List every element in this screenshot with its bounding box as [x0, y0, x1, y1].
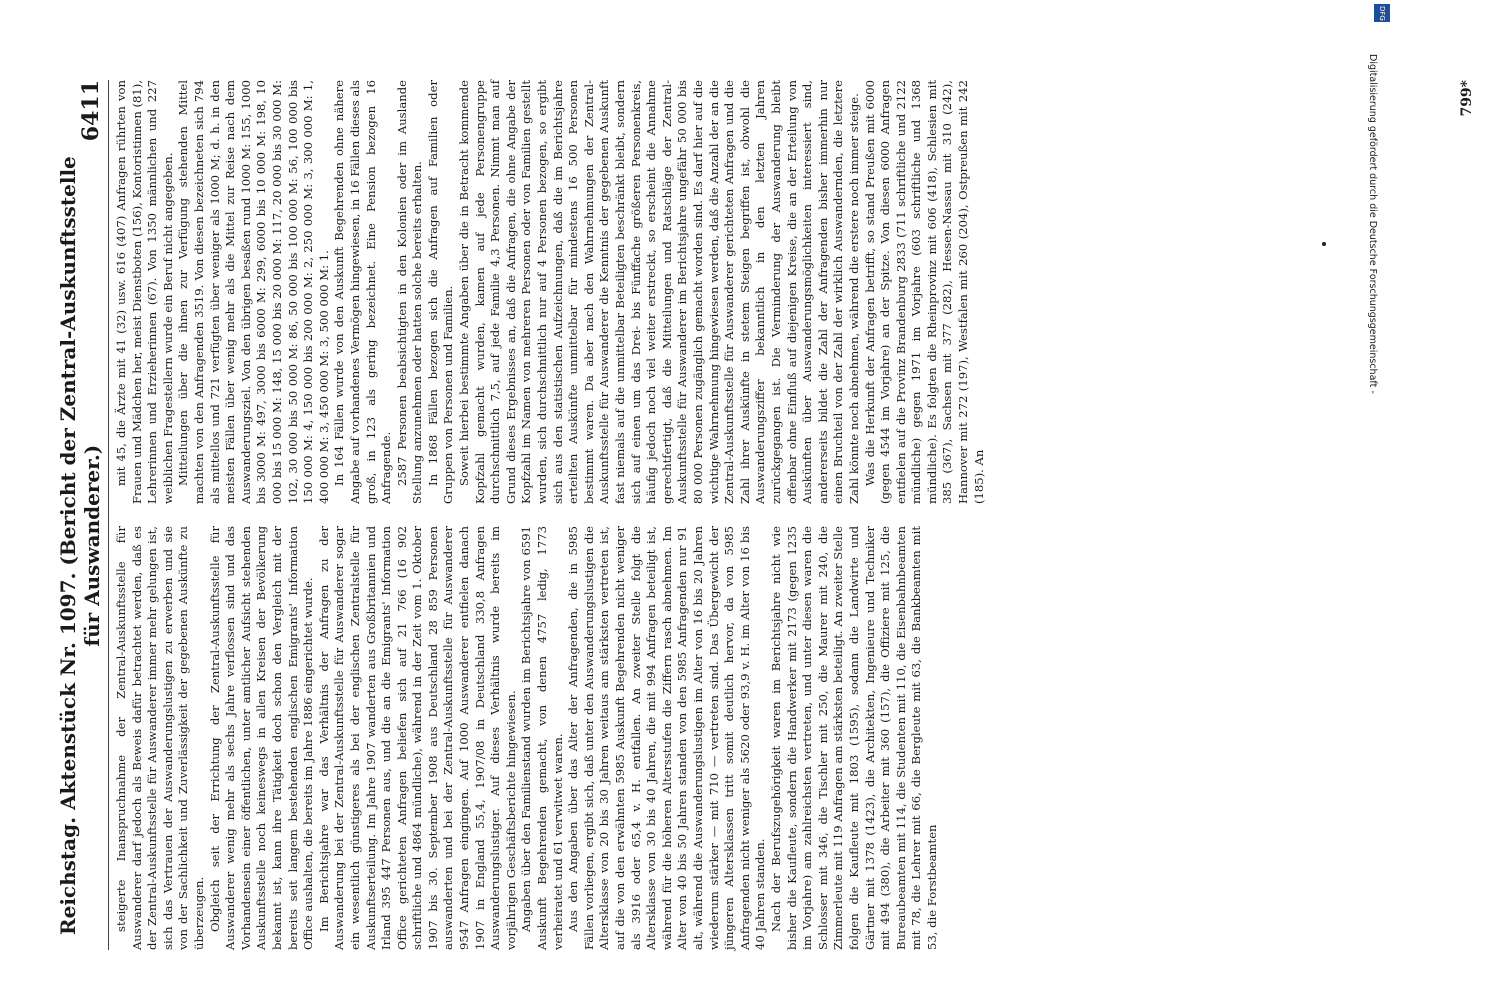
- page-header: [56, 80, 109, 950]
- paragraph: steigerte Inanspruchnahme der Zentral-Auskunftsstelle für Auswanderer darf jedoch als Beweis dafür betrachtet werden, daß es der Zentral-Auskunftsstelle für Auswanderer immer mehr gelungen ist, sich das Vertrauen der Auswanderungslustigen zu erwerben und sie von der Sachlichkeit und Zuverlässigkeit der gegebenen Auskünfte zu überzeugen.: [114, 526, 206, 950]
- rotated-page: [56, 79, 1494, 950]
- paragraph: Im Berichtsjahre war das Verhältnis der Anfragen zu der Auswanderung bei der Zentral-Auskunftsstelle für Auswanderer sogar ein wesentlich günstigeres als bei der englischen Zentralstelle für Auskunftserteilung. Im Jahre 1907 wanderten aus Großbritannien und Irland 395 447 Personen aus, und die an die Emigrants' Information Office gerichteten Anfragen beliefen sich auf 21 766 (16 902 schriftliche und 4864 mündliche), während in der Zeit vom 1. Oktober 1907 bis 30. September 1908 aus Deutschland 28 859 Personen auswanderten und bei der Zentral-Auskunftsstelle für Auswanderer 9547 Anfragen eingingen. Auf 1000 Auswanderer entfielen danach 1907 in England 55,4, 1907/08 in Deutschland 330,8 Anfragen Auswanderungslustiger. Auf dieses Verhältnis wurde bereits im vorjährigen Geschäftsberichte hingewiesen.: [316, 526, 518, 950]
- credit-text: Digitalisierung gefördert durch die Deutsche Forschungsgemeinschaft -: [1367, 54, 1378, 394]
- paragraph: In 1868 Fällen bezogen sich die Anfragen auf Familien oder Gruppen von Personen und Familien.: [425, 80, 456, 504]
- paragraph: 2587 Personen beabsichtigten in den Kolonien oder im Auslande Stellung anzunehmen oder hatten solche bereits erhalten.: [394, 80, 425, 504]
- paragraph: mit 45, die Ärzte mit 41 (32) usw. 616 (407) Anfragen rührten von Frauen und Mädchen her, meist Dienstboten (156), Kontoristinnen (81), Lehrerinnen und Erzieherinnen (67). Von 1350 männlichen und 227 weiblichen Fragestellern wurde ein Beruf nicht angegeben.: [114, 79, 175, 504]
- scan-speck: [1322, 242, 1326, 246]
- digitization-credit: [1366, 24, 1390, 999]
- paragraph: Nach der Berufszugehörigkeit waren im Berichtsjahre nicht wie bisher die Kaufleute, sondern die Handwerker mit 2173 (gegen 1235 im Vorjahre) am zahlreichsten vertreten, und unter diesen waren die Schlosser mit 346, die Tischler mit 250, die Maurer mit 240, die Zimmerleute mit 119 Anfragen am stärksten beteiligt. An zweiter Stelle folgen die Kaufleute mit 1803 (1595), sodann die Landwirte und Gärtner mit 1378 (1423), die Architekten, Ingenieure und Techniker mit 494 (380), die Arbeiter mit 360 (157), die Offiziere mit 125, die Bureaubeamten mit 114, die Studenten mit 110, die Eisenbahnbeamten mit 78, die Lehrer mit 66, die Bergleute mit 63, die Bankbeamten mit 53, die Forstbeamten: [768, 526, 939, 950]
- paragraph: Aus den Angaben über das Alter der Anfragenden, die in 5985 Fällen vorliegen, ergibt sich, daß unter den Auswanderungslustigen die Altersklasse von 20 bis 30 Jahren weitaus am stärksten vertreten ist, auf die von den erwähnten 5985 Auskunft Begehrenden nicht weniger als 3916 oder 65,4 v. H. entfallen. An zweiter Stelle folgt die Altersklasse von 30 bis 40 Jahren, die mit 994 Anfragen beteiligt ist, während für die höheren Altersstufen die Ziffern rasch abnehmen. Im Alter von 40 bis 50 Jahren standen von den 5985 Anfragenden nur 91 alt, während die Auswanderungslustigen im Alter von 16 bis 20 Jahren wiederum stärker — mit 710 — vertreten sind. Das Übergewicht der jüngeren Altersklassen tritt somit deutlich hervor, da von 5985 Anfragenden nicht weniger als 5620 oder 93,9 v. H. im Alter von 16 bis 40 Jahren standen.: [566, 526, 768, 950]
- page-number: 6411: [78, 80, 104, 142]
- paragraph: Mitteilungen über die ihnen zur Verfügung stehenden Mittel machten von den Anfragenden 3519. Von diesen bezeichneten sich 794 als mittellos und 721 verfügten über weniger als 1000 M; d. h. in den meisten Fällen über wenig mehr als die Mittel zur Reise nach dem Auswanderungsziel. Von den übrigen besaßen rund 1000 M: 155, 1000 bis 3000 M: 497, 3000 bis 6000 M: 299, 6000 bis 10 000 M: 198, 10 000 bis 15 000 M: 148, 15 000 bis 20 000 M: 117, 20 000 bis 30 000 M: 102, 30 000 bis 50 000 M: 86, 50 000 bis 100 000 M: 56, 100 000 bis 150 000 M: 4, 150 000 bis 200 000 M: 2, 250 000 M: 3, 300 000 M: 1, 400 000 M: 3, 450 000 M: 3, 500 000 M: 1.: [176, 80, 331, 504]
- paragraph: Soweit hierbei bestimmte Angaben über die in Betracht kommende Kopfzahl gemacht wurden, kamen auf jede Personengruppe durchschnittlich 7,5, auf jede Familie 4,3 Personen. Nimmt man auf Grund dieses Ergebnisses an, daß die Anfragen, die ohne Angabe der Kopfzahl im Namen von mehreren Personen oder von Familien gestellt wurden, sich durchschnittlich nur auf 4 Personen bezogen, so ergibt sich aus den statistischen Aufzeichnungen, daß die im Berichtsjahre erteilten Auskünfte unmittelbar für mindestens 16 500 Personen bestimmt waren. Da aber nach den Wahrnehmungen der Zentral-Auskunftsstelle für Auswanderer die Kenntnis der gegebenen Auskunft fast niemals auf die unmittelbar Beteiligten beschränkt bleibt, sondern sich auf einen um das Drei- bis Fünffache größeren Personenkreis, häufig jedoch noch viel weiter erstreckt, so erscheint die Annahme gerechtfertigt, daß die Mitteilungen und Ratschläge der Zentral-Auskunftsstelle für Auswanderer im Berichtsjahre ungefähr 50 000 bis 80 000 Personen zugänglich gemacht worden sind. Es darf hier auf die wichtige Wahrnehmung hingewiesen werden, daß die Anzahl der an die Zentral-Auskunftsstelle für Auswanderer gerichteten Anfragen und die Zahl ihrer Auskünfte in stetem Steigen begriffen ist, obwohl die Auswanderungsziffer bekanntlich in den letzten Jahren zurückgegangen ist. Die Verminderung der Auswanderung bleibt offenbar ohne Einfluß auf diejenigen Kreise, die an der Erteilung von Auskünften über Auswanderungsmöglichkeiten interessiert sind, andererseits bildet die Zahl der Anfragenden bisher immerhin nur einen Bruchteil von der Zahl der wirklich Auswandernden, die letztere Zahl könnte noch abnehmen, während die erstere noch immer steige.: [457, 80, 861, 504]
- paragraph: Angaben über den Familienstand wurden im Berichtsjahre von 6591 Auskunft Begehrenden gemacht, von denen 4757 ledig, 1773 verheiratet und 61 verwitwet waren.: [519, 526, 565, 950]
- dfg-logo: DFG: [1374, 4, 1390, 22]
- page-signature: 799*: [1459, 80, 1475, 117]
- paragraph: Was die Herkunft der Anfragen betrifft, so stand Preußen mit 6000 (gegen 4544 im Vorjahre) an der Spitze. Von diesen 6000 Anfragen entfielen auf die Provinz Brandenburg 2833 (711 schriftliche und 2122 mündliche) gegen 1971 im Vorjahre (603 schriftliche und 1368 mündliche). Es folgten die Rheinprovinz mit 606 (418), Schlesien mit 385 (367), Sachsen mit 377 (282), Hessen-Nassau mit 310 (242), Hannover mit 272 (197), Westfalen mit 260 (204), Ostpreußen mit 242 (185). An: [862, 80, 986, 504]
- running-title: Reichstag. Aktenstück Nr. 1097. (Bericht der Zentral-Auskunftsstelle für Auswanderer.): [56, 156, 104, 936]
- text-columns: [114, 80, 1484, 950]
- column-right: [114, 80, 1484, 504]
- paragraph: Obgleich seit der Errichtung der Zentral-Auskunftsstelle für Auswanderer wenig mehr als sechs Jahre verflossen sind und das Vorhandensein einer öffentlichen, unter amtlicher Aufsicht stehenden Auskunftsstelle noch keineswegs in allen Kreisen der Bevölkerung bekannt ist, kann ihre Tätigkeit doch schon den Vergleich mit der bereits seit langem bestehenden englischen Emigrants' Information Office aushalten, die bereits im Jahre 1886 eingerichtet wurde.: [207, 526, 316, 950]
- paragraph: In 164 Fällen wurde von den Auskunft Begehrenden ohne nähere Angabe auf vorhandenes Vermögen hingewiesen, in 16 Fällen dieses als groß, in 123 als gering bezeichnet. Eine Pension bezogen 16 Anfragende.: [332, 80, 394, 504]
- column-left: [114, 526, 1484, 950]
